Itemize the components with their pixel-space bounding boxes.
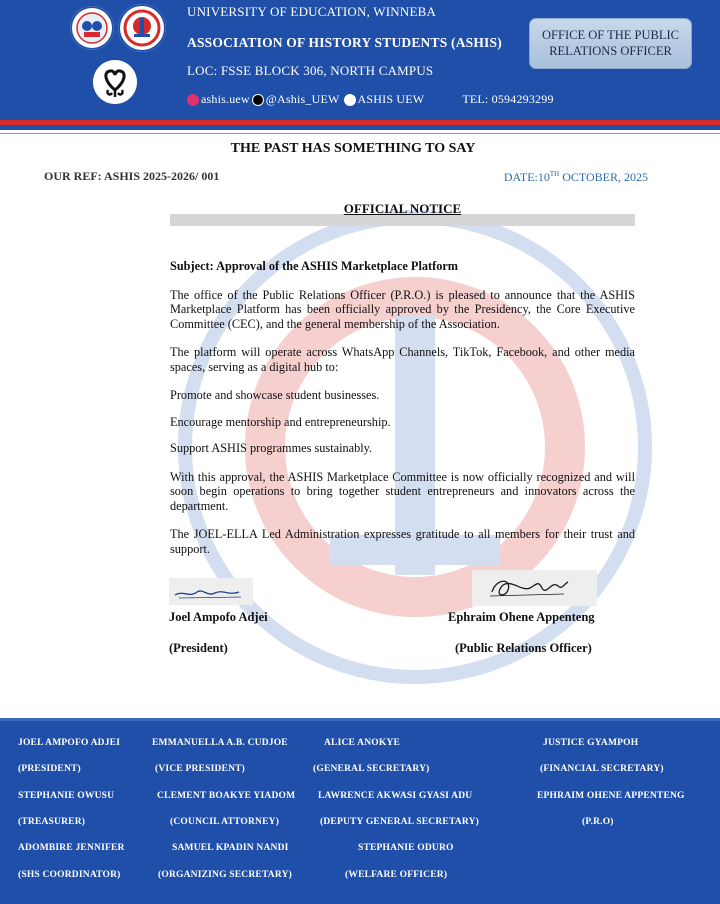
executive-name: EMMANUELLA A.B. CUDJOE — [152, 738, 288, 748]
header-divider — [0, 133, 720, 134]
telephone-number: TEL: 0594293299 — [462, 92, 554, 106]
executive-role: (GENERAL SECRETARY) — [313, 764, 430, 774]
president-name: Joel Ampofo Adjei — [169, 610, 268, 624]
executive-name: LAWRENCE AKWASI GYASI ADU — [318, 791, 473, 801]
executive-role: (WELFARE OFFICER) — [345, 870, 448, 880]
date-suffix: OCTOBER, 2025 — [559, 170, 648, 184]
list-item: Encourage mentorship and entrepreneurship. — [170, 414, 391, 429]
executive-role: (VICE PRESIDENT) — [155, 764, 246, 774]
ashis-crest-icon — [118, 4, 166, 52]
letter-subject: Subject: Approval of the ASHIS Marketplace Platform — [170, 259, 459, 273]
header-red-stripe — [0, 120, 720, 125]
paragraph-platform: The platform will operate across WhatsApp Channels, TikTok, Facebook, and other media spaces, serving as a digital hub to: — [170, 345, 635, 374]
pro-name: Ephraim Ohene Appenteng — [448, 610, 595, 624]
letter-date — [504, 170, 648, 185]
pro-role: (Public Relations Officer) — [455, 641, 592, 655]
footer-top-edge — [0, 718, 720, 721]
executive-name: STEPHANIE ODURO — [358, 843, 454, 853]
header-blue-stripe — [0, 127, 720, 130]
sankofa-icon — [93, 60, 137, 104]
tiktok-icon — [252, 94, 264, 106]
executive-role: (FINANCIAL SECRETARY) — [540, 764, 664, 774]
letter-content — [170, 259, 635, 570]
facebook-handle: ASHIS UEW — [357, 92, 425, 106]
pro-signature-icon — [472, 570, 597, 606]
reference-number: OUR REF: ASHIS 2025-2026/ 001 — [44, 169, 220, 183]
executive-name: JOEL AMPOFO ADJEI — [18, 738, 121, 748]
tiktok-handle: @Ashis_UEW — [265, 92, 340, 106]
executive-name: ADOMBIRE JENNIFER — [18, 843, 125, 853]
uew-crest-icon — [70, 6, 114, 50]
executive-role: (TREASURER) — [18, 817, 86, 827]
executive-name: SAMUEL KPADIN NANDI — [172, 843, 289, 853]
paragraph-approval: With this approval, the ASHIS Marketplace Committee is now officially recognized and will soon begin operations to bring together student entrepreneurs and innovators across the department. — [170, 469, 635, 513]
executive-name: STEPHANIE OWUSU — [18, 791, 115, 801]
instagram-icon — [187, 94, 199, 106]
association-name: ASSOCIATION OF HISTORY STUDENTS (ASHIS) — [187, 35, 502, 50]
university-name: UNIVERSITY OF EDUCATION, WINNEBA — [187, 4, 437, 19]
executive-role: (PRESIDENT) — [18, 764, 81, 774]
association-motto: THE PAST HAS SOMETHING TO SAY — [230, 141, 476, 156]
executive-name: EPHRAIM OHENE APPENTENG — [537, 791, 685, 801]
office-of-pro-box: OFFICE OF THE PUBLIC RELATIONS OFFICER — [529, 18, 692, 69]
instagram-handle: ashis.uew — [201, 92, 250, 106]
executive-role: (SHS COORDINATOR) — [18, 870, 121, 880]
executive-name: ALICE ANOKYE — [324, 738, 401, 748]
paragraph-gratitude: The JOEL-ELLA Led Administration expresses gratitude to all members for their trust and support. — [170, 527, 635, 556]
date-superscript: TH — [549, 170, 560, 178]
president-signature-icon — [169, 578, 253, 605]
list-item: Promote and showcase student businesses. — [170, 388, 380, 402]
executive-name: JUSTICE GYAMPOH — [543, 738, 639, 748]
executive-role: (DEPUTY GENERAL SECRETARY) — [320, 817, 479, 827]
paragraph-announcement: The office of the Public Relations Officer (P.R.O.) is pleased to announce that the ASHIS Marketplace Platform has been officially approved by the Presidency, the Core Executive Committee (CEC), and the general membership of the Association. — [170, 287, 635, 331]
executive-name: CLEMENT BOAKYE YIADOM — [157, 791, 296, 801]
executive-role: (COUNCIL ATTORNEY) — [170, 817, 280, 827]
notice-title: OFFICIAL NOTICE — [343, 201, 462, 216]
executive-role: (ORGANIZING SECRETARY) — [158, 870, 292, 880]
office-location: LOC: FSSE BLOCK 306, NORTH CAMPUS — [187, 63, 434, 78]
list-item: Support ASHIS programmes sustainably. — [170, 441, 373, 455]
contact-line — [187, 92, 554, 107]
executive-role: (P.R.O) — [582, 817, 614, 827]
president-role: (President) — [169, 641, 228, 655]
date-prefix: DATE:10 — [503, 170, 550, 184]
facebook-icon — [344, 94, 356, 106]
